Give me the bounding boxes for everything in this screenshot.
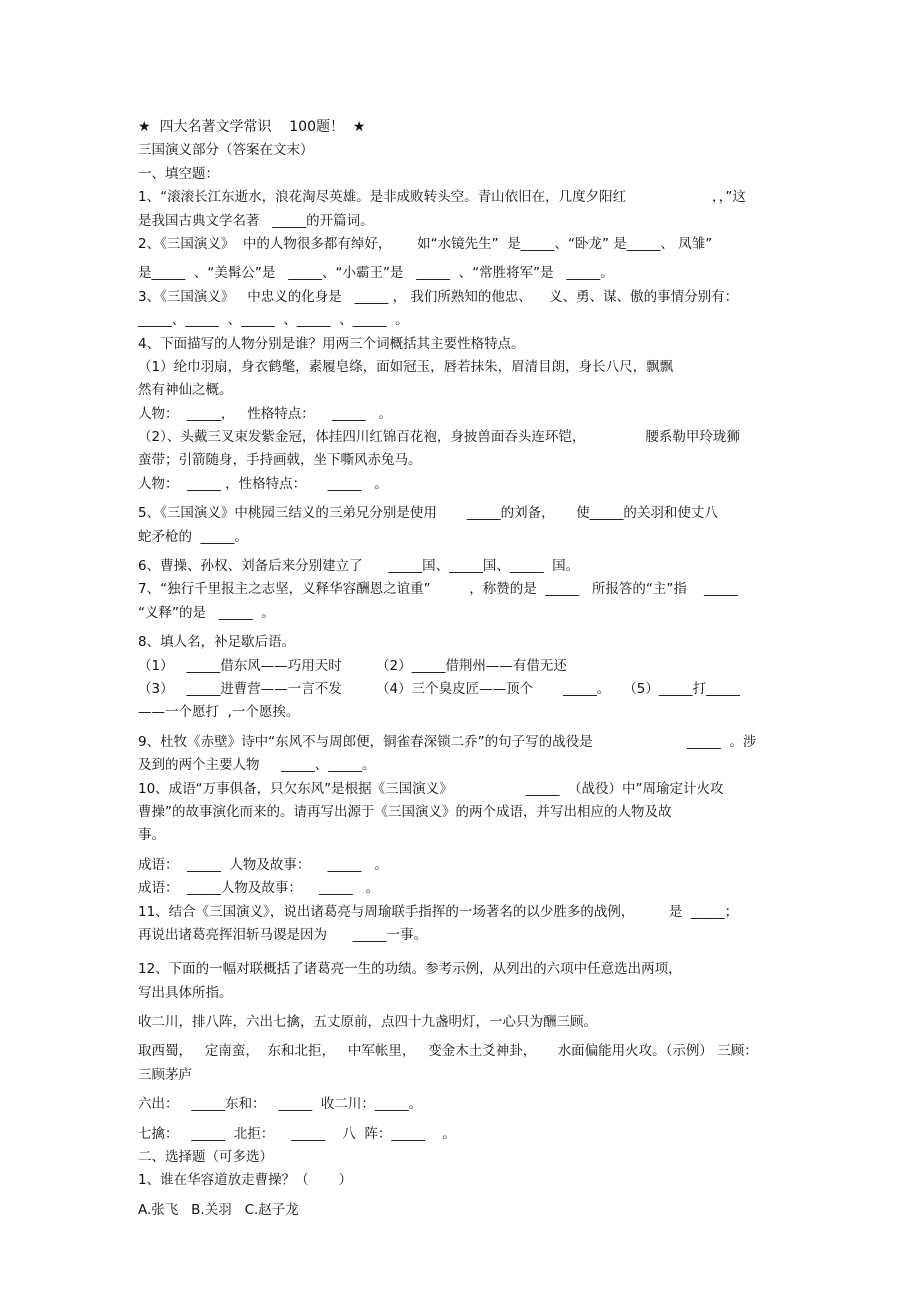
question-8-line-1: （1） _____借东风——巧用天时 （2）_____借荆州——有借无还 [138, 657, 567, 674]
question-3-line-1: 3、《三国演义》 中忠义的化身是 _____ ， 我们所熟知的他忠、 义、勇、谋、傲的事情分别有： [138, 288, 739, 305]
question-1-line-1: 1、“滚滚长江东逝水，浪花淘尽英雄。是非成败转头空。青山依旧在，几度夕阳红 ，，”这 [138, 189, 746, 206]
question-1-line-2: 是我国古典文学名著 _____的开篇词。 [138, 212, 374, 229]
question-12-couplet-1: 收二川，排八阵，六出七擒，五丈原前，点四十九盏明灯，一心只为酬三顾。 [138, 1014, 597, 1031]
question-8-line-2: （3） _____进曹营——一言不发 （4）三个臭皮匠——顶个 _____。 （5）_____打_____ [138, 680, 740, 697]
question-8-prompt: 8、填人名，补足歇后语。 [138, 634, 296, 651]
question-4-passage-1-line-2: 然有神仙之概。 [138, 382, 233, 399]
question-7-line-2: “义释”的是 _____ 。 [138, 604, 275, 621]
question-10-line-1: 10、成语“万事俱备，只欠东风”是根据《三国演义》 _____ （战役）中”周瑜定计火攻 [138, 780, 724, 797]
question-12-answer-1: 六出： _____东和： _____ 收二川：_____。 [138, 1096, 423, 1113]
question-8-line-3: ——一个愿打 ,一个愿挨。 [138, 704, 300, 721]
question-4-passage-1-line-1: （1）纶巾羽扇，身衣鹤氅，素履皂绦，面如冠玉，唇若抹朱，眉清目朗，身长八尺，飘飘 [138, 358, 674, 375]
document-title: ★ 四大名著文学常识 100题！ ★ [138, 119, 366, 135]
question-2-line-2: 是_____ 、“美髯公”是 _____、“小霸王”是 _____ 、“常胜将军”是 _____。 [138, 265, 614, 282]
question-10-line-2: 曹操”的故事演化而来的。请再写出源于《三国演义》的两个成语，并写出相应的人物及故 [138, 803, 672, 820]
question-4-answer-1: 人物： _____， 性格特点： _____ 。 [138, 405, 392, 422]
question-9-line-2: 及到的两个主要人物 _____、_____。 [138, 757, 376, 774]
question-5-line-1: 5、《三国演义》中桃园三结义的三弟兄分别是使用 _____的刘备， 使_____的关羽和使丈八 [138, 505, 718, 522]
document-body [138, 116, 818, 1222]
question-12-line-1: 12、下面的一幅对联概括了诸葛亮一生的功绩。参考示例，从列出的六项中任意选出两项， [138, 961, 682, 978]
question-12-line-2: 写出具体所指。 [138, 984, 233, 1001]
choice-question-1: 1、谁在华容道放走曹操？（ ） [138, 1172, 353, 1189]
question-4-passage-2-line-1: （2）、头戴三叉束发紫金冠，体挂四川红锦百花袍，身披兽面吞头连环铠， 腰系勒甲玲珑狮 [138, 429, 740, 446]
question-3-line-2: _____、_____ 、_____ 、_____ 、_____ 。 [138, 312, 409, 329]
question-6: 6、曹操、孙权、刘备后来分别建立了 _____国、_____国、_____ 国。 [138, 558, 580, 575]
question-4-prompt: 4、下面描写的人物分别是谁？用两三个词概括其主要性格特点。 [138, 335, 525, 352]
question-5-line-2: 蛇矛枪的 _____。 [138, 528, 248, 545]
question-2-line-1: 2、《三国演义》 中的人物很多都有绰好， 如“水镜先生” 是_____、“卧龙” 是_____、 凤雏” [138, 235, 713, 252]
question-11-line-1: 11、结合《三国演义》，说出诸葛亮与周瑜联手指挥的一场著名的以少胜多的战例， 是 _____； [138, 903, 739, 920]
question-11-line-2: 再说出诸葛亮挥泪斩马谡是因为 _____一事。 [138, 926, 427, 943]
question-10-line-3: 事。 [138, 827, 165, 844]
question-4-passage-2-line-2: 蛮带；引箭随身，手持画戟，坐下嘶风赤兔马。 [138, 452, 422, 469]
section-subtitle: 三国演义部分（答案在文末） [138, 142, 314, 159]
question-7-line-1: 7、“独行千里报主之志坚，义释华容酬恩之谊重” ，称赞的是 _____ 所报答的“主”指 _____ [138, 581, 738, 598]
question-4-answer-2: 人物： _____ ，性格特点： _____ 。 [138, 475, 388, 492]
section-heading-choice: 二、选择题（可多选） [138, 1149, 273, 1166]
question-9-line-1: 9、杜牧《赤壁》诗中“东风不与周郎便，铜雀春深锁二乔”的句子写的战役是 _____ 。涉 [138, 733, 757, 750]
question-10-answer-2: 成语： _____人物及故事： _____ 。 [138, 880, 380, 897]
question-10-answer-1: 成语： _____ 人物及故事： _____ 。 [138, 856, 388, 873]
question-12-couplet-2: 取西蜀， 定南蛮， 东和北拒， 中军帐里， 变金木土爻神卦， 水面偏能用火攻。（示例） 三顾： [138, 1043, 758, 1060]
question-12-answer-2: 七擒： _____ 北拒： _____ 八 阵：_____ 。 [138, 1125, 456, 1142]
section-heading-fill-in: 一、填空题： [138, 165, 219, 182]
question-12-example: 三顾茅庐 [138, 1066, 192, 1083]
choice-question-1-options: A.张飞 B.关羽 C.赵子龙 [138, 1201, 299, 1218]
